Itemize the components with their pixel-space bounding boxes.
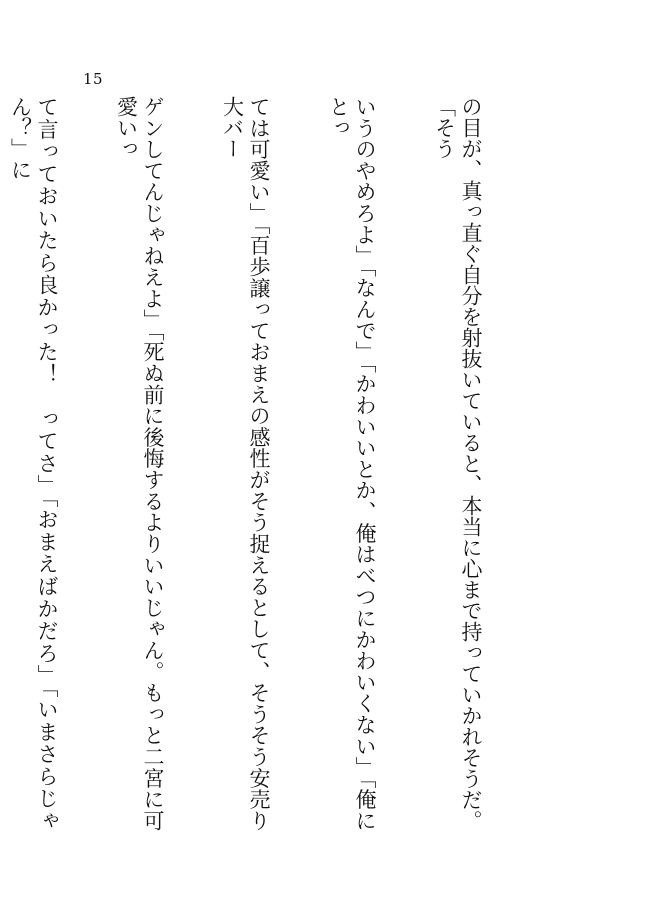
page-number: 15 [83, 70, 104, 88]
body-text [8, 96, 537, 832]
text-line: て言っておいたら良かった！ ってさ」「おまえばかだろ」「いまさらじゃん？」に [8, 96, 59, 831]
text-line: いうのやめろよ」「なんで」「かわいいとか、俺はべつにかわいくない」「俺にとっ [326, 96, 377, 831]
text-line: ゲンしてんじゃねえよ」「死ぬ前に後悔するよりいいじゃん。もっと二宮に可愛いっ [114, 96, 165, 832]
text-line: の目が、真っ直ぐ自分を射抜いていると、本当に心まで持っていかれそうだ。「そう [432, 96, 483, 831]
text-line: ては可愛い」「百歩譲っておまえの感性がそう捉えるとして、そうそう安売り大バー [220, 96, 271, 831]
